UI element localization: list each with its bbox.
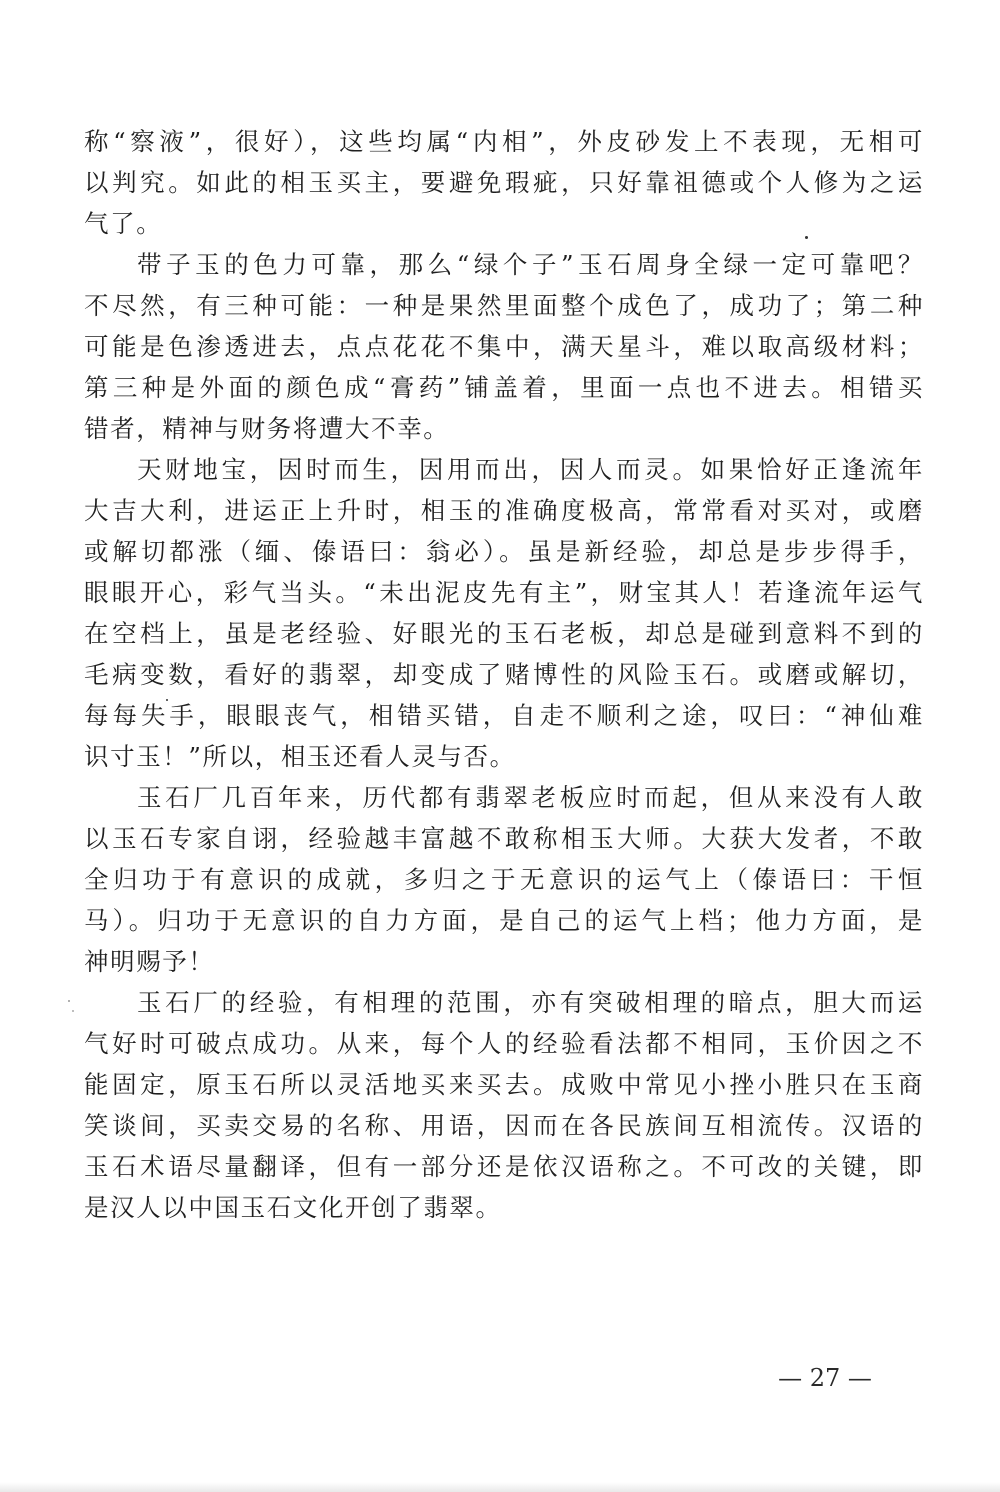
paragraph (84, 121, 924, 244)
text-line: 大吉大利，进运正上升时，相玉的准确度极高，常常看对买对，或磨 (84, 496, 924, 525)
text-line: 玉石厂几百年来，历代都有翡翠老板应时而起，但从来没有人敢 (137, 783, 924, 812)
text-line: 在空档上，虽是老经验、好眼光的玉石老板，却总是碰到意料不到的 (84, 619, 924, 648)
paragraph (84, 244, 924, 449)
print-speck (166, 699, 168, 701)
paragraph (84, 982, 924, 1228)
text-line: 可能是色渗透进去，点点花花不集中，满天星斗，难以取高级材料； (84, 332, 924, 361)
text-line: 称“察液”，很好），这些均属“内相”，外皮砂发上不表现，无相可 (84, 127, 924, 156)
paragraph (84, 777, 924, 982)
text-line: 识寸玉！”所以，相玉还看人灵与否。 (84, 742, 516, 771)
text-line: 毛病变数，看好的翡翠，却变成了赌博性的风险玉石。或磨或解切， (84, 660, 924, 689)
print-speck (72, 1010, 74, 1012)
print-speck (68, 1000, 70, 1002)
page-bottom-edge (0, 1482, 1000, 1492)
text-line: 或解切都涨（缅、傣语曰：翁必）。虽是新经验，却总是步步得手， (84, 537, 924, 566)
body-text (84, 121, 924, 1228)
text-line: 笑谈间，买卖交易的名称、用语，因而在各民族间互相流传。汉语的 (84, 1111, 924, 1140)
text-line: 玉石厂的经验，有相理的范围，亦有突破相理的暗点，胆大而运 (137, 988, 924, 1017)
text-line: 带子玉的色力可靠，那么“绿个子”玉石周身全绿一定可靠吧？ (137, 250, 924, 279)
text-line: 每每失手，眼眼丧气，相错买错，自走不顺利之途，叹曰：“神仙难 (84, 701, 924, 730)
text-line: 不尽然，有三种可能：一种是果然里面整个成色了，成功了；第二种 (84, 291, 924, 320)
text-line: 以判究。如此的相玉买主，要避免瑕疵，只好靠祖德或个人修为之运 (84, 168, 924, 197)
text-line: 气好时可破点成功。从来，每个人的经验看法都不相同，玉价因之不 (84, 1029, 924, 1058)
text-line: 错者，精神与财务将遭大不幸。 (84, 414, 450, 443)
text-line: 是汉人以中国玉石文化开创了翡翠。 (84, 1193, 502, 1222)
page-number: — 27 — (778, 1364, 872, 1392)
paragraph (84, 449, 924, 777)
text-line: 马）。归功于无意识的自力方面，是自己的运气上档；他力方面，是 (84, 906, 924, 935)
text-line: 玉石术语尽量翻译，但有一部分还是依汉语称之。不可改的关键，即 (84, 1152, 924, 1181)
text-line: 眼眼开心，彩气当头。“未出泥皮先有主”，财宝其人！若逢流年运气 (84, 578, 924, 607)
text-line: 第三种是外面的颜色成“膏药”铺盖着，里面一点也不进去。相错买 (84, 373, 924, 402)
print-speck (805, 236, 808, 239)
text-line: 天财地宝，因时而生，因用而出，因人而灵。如果恰好正逢流年 (137, 455, 924, 484)
text-line: 全归功于有意识的成就，多归之于无意识的运气上（傣语曰：干恒 (84, 865, 924, 894)
text-line: 能固定，原玉石所以灵活地买来买去。成败中常见小挫小胜只在玉商 (84, 1070, 924, 1099)
text-line: 气了。 (84, 209, 163, 238)
text-line: 神明赐予！ (84, 947, 215, 976)
text-line: 以玉石专家自诩，经验越丰富越不敢称相玉大师。大获大发者，不敢 (84, 824, 924, 853)
